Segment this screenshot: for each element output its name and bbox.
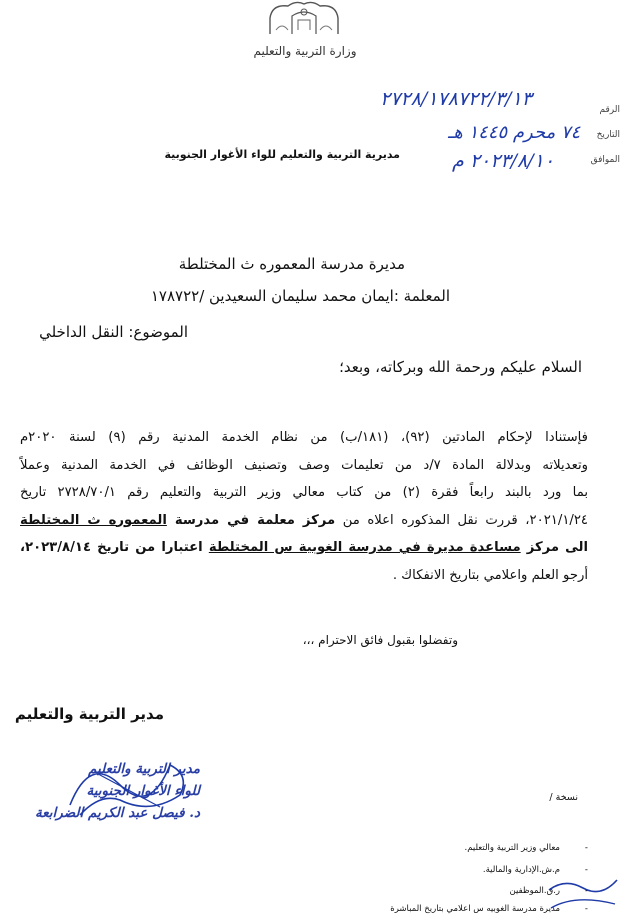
teacher-line: المعلمة :ايمان محمد سليمان السعيدين /١٧٨٧٢٢: [150, 287, 450, 305]
ref-number-label: الرقم: [599, 105, 620, 115]
copy-text: م.ش.الإدارية والمالية.: [482, 865, 560, 875]
signature-scribble: [60, 745, 200, 825]
greeting: السلام عليكم ورحمة الله وبركاته، وبعد؛: [339, 358, 582, 376]
bullet-dash: -: [584, 904, 588, 914]
signature-title: مدير التربية والتعليم: [14, 705, 164, 723]
directorate-name: مديرية التربية والتعليم للواء الأغوار الجنوبية: [164, 148, 400, 161]
copy-text: معالي وزير التربية والتعليم.: [464, 843, 560, 853]
text-run: ٢٠٢١/١/٢٤، قررت نقل المذكوره اعلاه من: [335, 512, 589, 528]
body-paragraph: [20, 424, 588, 589]
body-line: وتعديلاته وبدلالة المادة ٧/د من تعليمات وصف وتصنيف الوظائف في الخدمة المدنية وعملاً: [20, 457, 589, 473]
copy-recipient: [330, 865, 588, 875]
bullet-dash: -: [584, 843, 588, 853]
ref-corresponding-label: الموافق: [590, 155, 620, 165]
reference-gregorian-date: ٢٠٢٣/٨/١٠ م: [452, 150, 555, 172]
copy-text: ر.ق.الموظفين: [509, 886, 560, 896]
stamp-line: د. فيصل عبد الكريم الضرابعة: [35, 805, 200, 821]
copy-recipient: [330, 843, 588, 853]
copy-recipient: [330, 886, 588, 896]
underlined-bold-text: مساعدة مديرة في مدرسة الغوبية س المختلطة: [208, 540, 521, 555]
reference-labels: [590, 98, 620, 173]
reference-hijri-date: ٧٤ محرم ١٤٤٥ هـ: [448, 122, 581, 143]
stamp-line: مدير التربية والتعليم: [88, 761, 200, 777]
bold-text: الى مركز: [520, 540, 588, 555]
bullet-dash: -: [584, 886, 588, 896]
copy-text: مديرة مدرسة الغوبيه س اعلامي بتاريخ المباشرة: [390, 904, 560, 914]
body-line: [20, 534, 588, 562]
reference-number: ٢٧٢٨/١٧٨٧٢٢/٣/١٣: [380, 88, 532, 110]
body-line: أرجو العلم واعلامي بتاريخ الانفكاك .: [392, 567, 588, 583]
bold-text: في مدرسة: [166, 512, 258, 528]
copy-recipient: [330, 904, 588, 914]
bullet-dash: -: [584, 865, 588, 875]
body-line: بما ورد بالبند رابعاً فقرة (٢) من كتاب معالي وزير التربية والتعليم رقم ٢٧٢٨/٧٠/١ تاريخ: [20, 485, 588, 500]
stamp-line: للواء الأغوار الجنوبية: [86, 783, 200, 799]
subject-line: الموضوع: النقل الداخلي: [39, 323, 188, 341]
body-line: [20, 507, 588, 535]
bold-text: اعتبارا من تاريخ ٢٠٢٣/٨/١٤،: [20, 540, 209, 555]
handwritten-flourish: [545, 870, 620, 914]
recipient: مديرة مدرسة المعموره ث المختلطة: [178, 255, 405, 273]
coat-of-arms-icon: [262, 0, 346, 34]
ministry-name: وزارة التربية والتعليم: [253, 44, 357, 58]
copies-label: نسخة /: [549, 792, 578, 803]
underlined-bold-text: المعموره ث المختلطة: [20, 512, 167, 528]
ref-date-label: التاريخ: [596, 130, 620, 140]
body-line: فإستنادا لإحكام المادتين (٩٢)، (١٨١/ب) من نظام الخدمة المدنية رقم (٩) لسنة ٢٠٢٠م: [20, 430, 588, 445]
bold-text: مركز معلمة: [257, 512, 336, 528]
closing-line: وتفضلوا بقبول فائق الاحترام ،،،: [302, 633, 458, 647]
